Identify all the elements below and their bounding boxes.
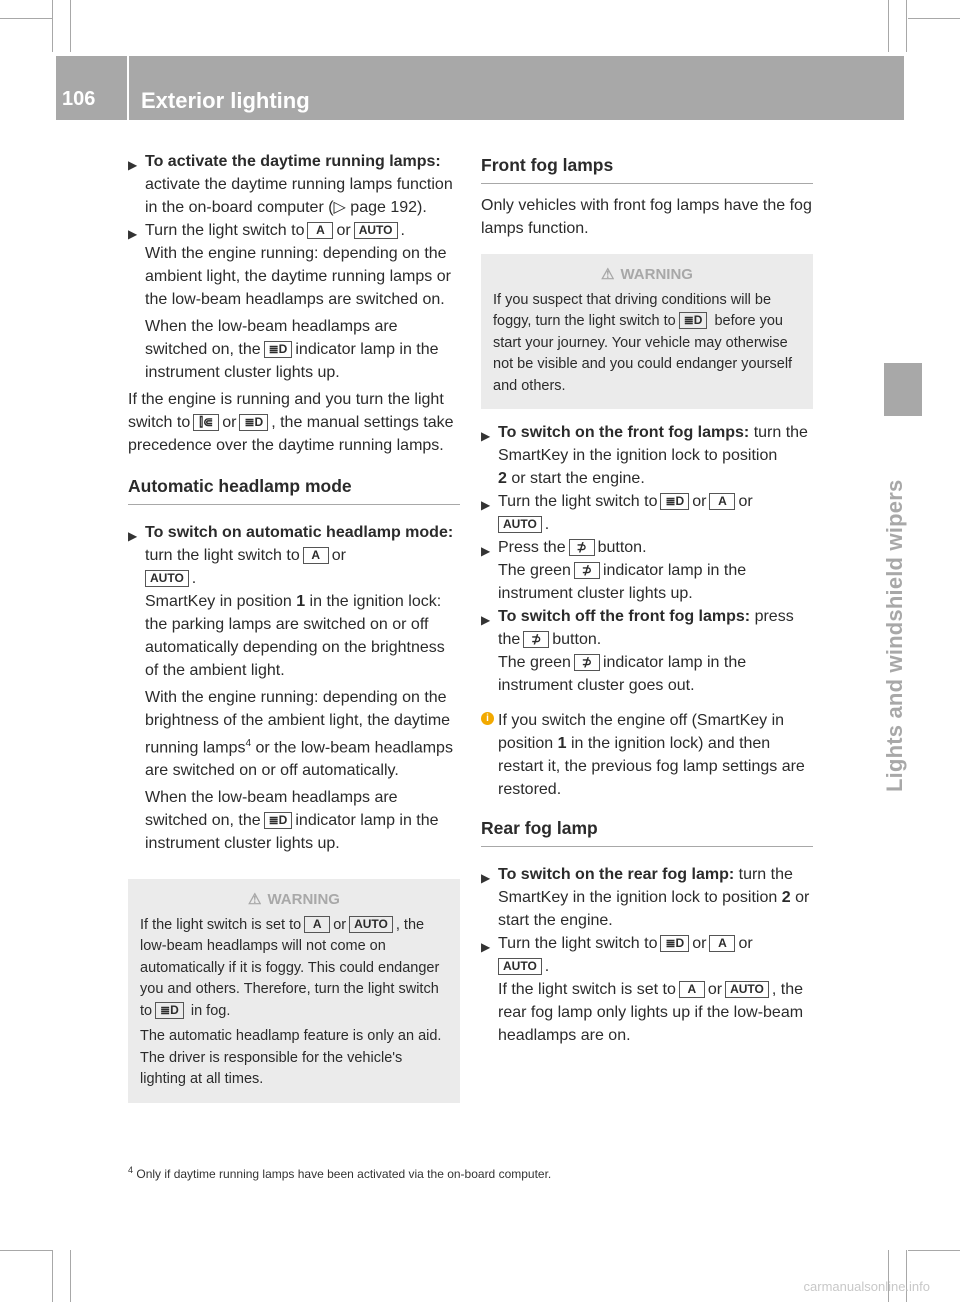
crop-mark — [52, 1250, 53, 1302]
warning-text: The automatic headlamp feature is only an aid. The driver is responsible for the vehicle's lighting at all times. — [140, 1028, 442, 1088]
result-text-part: , the rear fog lamp only lights up if the low-beam headlamps are on. — [498, 981, 804, 1044]
result-text-part: SmartKey in position — [145, 593, 292, 610]
light-a-icon: A — [679, 981, 705, 998]
left-column — [128, 150, 460, 1103]
step-text: or start the engine. — [506, 470, 645, 487]
step-daytime — [128, 150, 460, 219]
crop-mark — [70, 0, 71, 52]
warning-text — [493, 290, 801, 398]
right-column — [481, 150, 813, 1047]
crop-mark — [70, 1250, 71, 1302]
crop-mark — [906, 0, 907, 52]
lowbeam-icon: ≣D — [155, 1002, 184, 1019]
fog-lamp-icon: ⊅ — [574, 654, 600, 671]
paragraph-part: or — [222, 414, 237, 431]
step-arrow-icon: ▶ — [128, 158, 138, 172]
light-a-icon: A — [303, 547, 329, 564]
warning-triangle-icon: ⚠ — [248, 891, 262, 909]
step-arrow-icon: ▶ — [481, 544, 491, 558]
step-text: Press the — [498, 539, 566, 556]
lowbeam-icon: ≣D — [264, 812, 293, 829]
fog-lamp-icon: ⊅ — [569, 539, 595, 556]
step-text: button. — [552, 631, 602, 648]
lowbeam-icon: ≣D — [264, 341, 293, 358]
light-a-icon: A — [709, 935, 735, 952]
result-text-part: When the low-beam headlamps are switched on, the — [145, 318, 398, 358]
crop-mark — [908, 1250, 960, 1251]
result-text-part: or the low-beam headlamps are switched on or off automatically. — [145, 739, 453, 780]
step-auto-headlamp: ▶ To switch on automatic headlamp mode: turn the light switch to A or AUTO . — [128, 524, 454, 587]
warning-text-part: , the low-beam headlamps will not come on automatically if it is foggy. This could endanger you and others. Therefore, turn the light switch to — [140, 916, 440, 1019]
step-title: To switch off the front fog lamps: — [498, 608, 751, 625]
result-text — [128, 590, 460, 682]
page-reference-link[interactable]: page 192 — [350, 199, 418, 216]
warning-box — [128, 879, 460, 1103]
section-title: Exterior lighting — [141, 88, 310, 113]
step-text: activate the daytime running lamps function in the on-board computer ( — [145, 176, 453, 216]
result-text — [481, 651, 813, 697]
crop-mark — [888, 0, 889, 52]
auto-icon: AUTO — [354, 222, 398, 239]
step-text: 2 — [781, 889, 791, 906]
step-arrow-icon: ▶ — [128, 227, 138, 241]
step-text: Turn the light switch to — [145, 222, 305, 239]
step-text: Turn the light switch to — [498, 493, 658, 510]
result-text — [481, 978, 813, 1047]
step-front-fog-off — [481, 605, 813, 651]
result-text-part: With the engine running: depending on the brightness of the ambient light, the daytime running lamps — [145, 689, 451, 757]
result-text-part: The green — [498, 562, 571, 579]
info-note — [481, 709, 813, 801]
step-text: or — [738, 935, 753, 952]
step-turn-switch: ▶ Turn the light switch to ≣D or A or AUTO . — [481, 493, 753, 533]
result-text-part: indicator lamp in the instrument cluster lights up. — [498, 562, 747, 602]
info-text: 1 — [557, 735, 567, 752]
warning-header — [493, 264, 801, 286]
result-text-part: When the low-beam headlamps are switched on, the — [145, 789, 398, 830]
fog-lamp-icon: ⊅ — [523, 631, 549, 648]
step-front-fog-on — [481, 421, 813, 490]
page-number: 106 — [62, 88, 96, 110]
warning-text-part: or — [333, 916, 347, 933]
warning-text — [140, 915, 448, 1023]
auto-icon: AUTO — [349, 916, 393, 933]
lowbeam-icon: ≣D — [660, 935, 689, 952]
auto-icon: AUTO — [498, 958, 542, 975]
step-text: ). — [417, 199, 427, 216]
step-text: or start the engine. — [498, 889, 810, 929]
auto-icon: AUTO — [498, 516, 542, 533]
warning-text-part: If you suspect that driving conditions will be foggy, turn the light switch to — [493, 291, 772, 329]
paragraph-part: , the manual settings take precedence over the daytime running lamps. — [128, 414, 454, 454]
step-text: or — [692, 493, 707, 510]
warning-title: WARNING — [267, 891, 340, 909]
result-text — [128, 786, 460, 855]
step-arrow-icon: ▶ — [481, 498, 491, 512]
footnote-ref: 4 — [245, 738, 252, 749]
step-arrow-icon: ▶ — [128, 529, 138, 543]
step-title: To switch on automatic headlamp mode: — [145, 524, 454, 541]
paragraph — [128, 388, 460, 457]
step-text: turn the SmartKey in the ignition lock to position — [498, 424, 808, 464]
footnote — [128, 1165, 551, 1181]
result-text — [481, 559, 813, 605]
footnote-number: 4 — [128, 1165, 134, 1175]
step-text: turn the light switch to — [145, 547, 300, 564]
lowbeam-icon: ≣D — [660, 493, 689, 510]
result-text: With the engine running: depending on the ambient light, the daytime running lamps or the low-beam headlamps are switched on. — [145, 245, 451, 308]
warning-title: WARNING — [620, 266, 693, 283]
page-ref-arrow-icon: ▷ — [333, 199, 351, 216]
crop-mark — [906, 1250, 907, 1302]
heading-front-fog: Front fog lamps — [481, 154, 813, 184]
info-icon: i — [481, 712, 494, 725]
step-text: Turn the light switch to — [498, 935, 658, 952]
warning-box — [481, 254, 813, 409]
step-arrow-icon: ▶ — [481, 871, 491, 885]
result-text-part: The green — [498, 654, 571, 671]
crop-mark — [0, 18, 52, 19]
auto-icon: AUTO — [725, 981, 769, 998]
auto-icon: AUTO — [145, 570, 189, 587]
step-text: turn the SmartKey in the ignition lock to position — [498, 866, 793, 906]
result-text-part: indicator lamp in the instrument cluster lights up. — [145, 341, 439, 381]
warning-text-part: before you start your journey. Your vehicle may otherwise not be visible and you could endanger yourself and others. — [493, 313, 793, 394]
paragraph: Only vehicles with front fog lamps have the fog lamps function. — [481, 197, 812, 237]
result-text — [128, 686, 460, 782]
warning-text-part: in fog. — [186, 1002, 231, 1019]
step-text: 2 — [498, 470, 507, 487]
header-divider — [127, 56, 129, 120]
step-title: To activate the daytime running lamps: — [145, 153, 441, 170]
result-text-part: If the light switch is set to — [498, 981, 676, 998]
step-text: or — [738, 493, 753, 510]
crop-mark — [52, 0, 53, 52]
step-text: or — [336, 222, 351, 239]
step-rear-fog-on — [481, 863, 813, 932]
step-title: To switch on the rear fog lamp: — [498, 866, 735, 883]
warning-text-part: If the light switch is set to — [140, 916, 302, 933]
heading-rear-fog: Rear fog lamp — [481, 817, 813, 847]
watermark: carmanualsonline.info — [803, 1279, 930, 1294]
chapter-tab — [884, 363, 922, 416]
footnote-text: Only if daytime running lamps have been activated via the on-board computer. — [136, 1167, 552, 1181]
step-title: To switch on the front fog lamps: — [498, 424, 750, 441]
step-turn-switch: ▶ Turn the light switch to ≣D or A or AUTO . — [481, 935, 753, 975]
step-text: or — [331, 547, 346, 564]
step-arrow-icon: ▶ — [481, 940, 491, 954]
info-text: in the ignition lock) and then restart it, the previous fog lamp settings are restored. — [498, 735, 805, 798]
light-a-icon: A — [709, 493, 735, 510]
step-text: press the — [498, 608, 794, 648]
crop-mark — [908, 18, 960, 19]
result-text-part: 1 — [296, 593, 306, 610]
step-arrow-icon: ▶ — [481, 429, 491, 443]
info-text: If you switch the engine off (SmartKey in position — [498, 712, 785, 752]
parking-lamp-icon: ⫿⋐ — [193, 414, 219, 431]
step-arrow-icon: ▶ — [481, 613, 491, 627]
result-text — [128, 315, 460, 384]
result-text-part: in the ignition lock: the parking lamps are switched on or off automatically depending on the brightness of the ambient light. — [145, 593, 445, 679]
crop-mark — [888, 1250, 889, 1302]
result-text-part: or — [707, 981, 723, 998]
fog-lamp-icon: ⊅ — [574, 562, 600, 579]
warning-triangle-icon: ⚠ — [601, 266, 615, 283]
result-text-part: indicator lamp in the instrument cluster lights up. — [145, 812, 439, 853]
warning-header — [140, 889, 448, 911]
light-a-icon: A — [304, 916, 330, 933]
step-turn-switch: ▶ Turn the light switch to A or AUTO . — [128, 219, 460, 242]
lowbeam-icon: ≣D — [239, 414, 268, 431]
light-a-icon: A — [307, 222, 333, 239]
step-text: button. — [597, 539, 647, 556]
result-text-part: indicator lamp in the instrument cluster goes out. — [498, 654, 747, 694]
chapter-title: Lights and windshield wipers — [882, 479, 907, 792]
paragraph-part: If the engine is running and you turn the light switch to — [128, 391, 444, 431]
crop-mark — [0, 1250, 52, 1251]
step-press-fog — [481, 536, 813, 559]
step-text: or — [692, 935, 707, 952]
lowbeam-icon: ≣D — [679, 312, 708, 329]
heading-automatic-headlamp: Automatic headlamp mode — [128, 475, 460, 505]
